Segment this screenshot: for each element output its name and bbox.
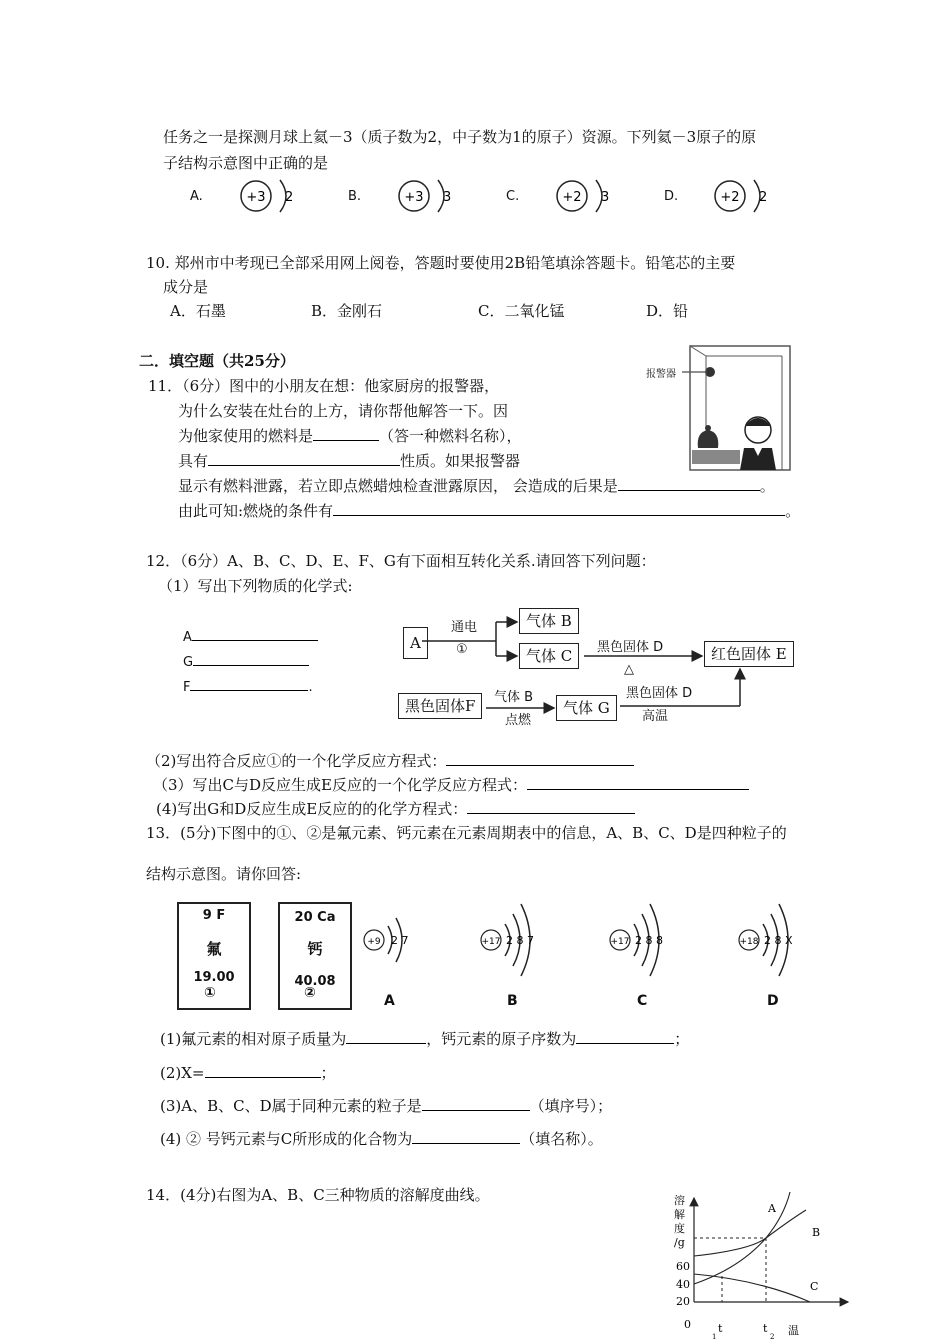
curve-label: C [810, 1280, 819, 1293]
q13-text: (1)氟元素的相对原子质量为 [160, 1030, 347, 1048]
option-label: A. [190, 189, 203, 204]
shell: 3 [443, 190, 452, 205]
q13-line1: 13．(5分)下图中的①、②是氟元素、钙元素在元素周期表中的信息，A、B、C、D是四种粒子的 [146, 824, 787, 842]
box-gas-b: 气体 B [519, 608, 579, 634]
answer-blank[interactable] [346, 1029, 426, 1044]
label-black-d1: 黑色固体 D [597, 640, 664, 655]
nucleus: +18 [739, 937, 759, 947]
q13-text: （填序号）； [529, 1097, 613, 1115]
box-a: A [403, 627, 428, 659]
option-label: C. [506, 189, 520, 204]
q12-text: （2)写出符合反应①的一个化学反应方程式： [146, 752, 447, 770]
answer-blank[interactable] [205, 1063, 321, 1078]
shells: 2 8 8 [635, 934, 663, 947]
curve-c [694, 1274, 810, 1302]
q13-text: ，钙元素的原子序数为 [426, 1030, 577, 1048]
box-gas-g: 气体 G [556, 695, 617, 721]
label-high-t: 高温 [642, 709, 669, 724]
q12-sub4 [156, 799, 635, 819]
particle-label-d: D [767, 993, 779, 1009]
nucleus: +9 [367, 937, 381, 947]
nucleus: +17 [481, 937, 501, 947]
cell-number-symbol: 9 F [202, 908, 226, 923]
q13-text: (3)A、B、C、D属于同种元素的粒子是 [160, 1097, 422, 1115]
particle-label-a: A [384, 993, 395, 1009]
q12-sub1: （1）写出下列物质的化学式: [158, 577, 353, 595]
answer-blank[interactable] [412, 1129, 520, 1144]
nucleus: +3 [246, 190, 266, 205]
shells: 2 7 [391, 934, 409, 947]
q11-text: 。 [759, 477, 775, 495]
xtick-sub: 1 [712, 1333, 717, 1341]
particle-diagram-a [362, 910, 422, 970]
xtick: t [763, 1322, 768, 1335]
answer-blank[interactable] [422, 1096, 530, 1111]
ylabel-char: 解 [674, 1208, 685, 1221]
particle-diagram-b [479, 900, 549, 980]
q13-text: (2)X= [160, 1064, 205, 1082]
xtick-sub: 2 [770, 1333, 775, 1341]
q11-line1: 11．（6分）图中的小朋友在想：他家厨房的报警器， [148, 377, 500, 395]
q9-line1: 任务之一是探测月球上氦－3（质子数为2，中子数为1的原子）资源。下列氦－3原子的原 [163, 128, 757, 146]
q11-text: 为他家使用的燃料是 [178, 427, 314, 445]
ytick: 20 [676, 1295, 690, 1308]
curve-label: B [812, 1226, 821, 1239]
q11-text: （答一种燃料名称）， [379, 427, 522, 445]
curve-label: A [768, 1202, 776, 1215]
box-gas-c: 气体 C [519, 643, 579, 669]
blank-label: F [183, 680, 191, 695]
shell: 2 [759, 190, 768, 205]
q12-sub2 [146, 751, 634, 771]
shells: 2 8 7 [506, 934, 534, 947]
cell-label-1: ① [204, 985, 216, 1001]
q10-option-b: B．金刚石 [311, 302, 383, 320]
shell: 2 [285, 190, 294, 205]
blank-label: G [183, 655, 194, 670]
q11-line2: 为什么安装在灶台的上方，请你帮他解答一下。因 [178, 402, 509, 420]
box-red-e: 红色固体 E [704, 641, 794, 667]
q10-option-a: A．石墨 [170, 302, 226, 320]
shells: 2 8 X [764, 934, 793, 947]
answer-blank[interactable] [527, 775, 749, 790]
nucleus: +17 [610, 937, 630, 947]
q9-line2: 子结构示意图中正确的是 [163, 154, 329, 172]
particle-label-b: B [507, 993, 518, 1009]
cell-label-2: ② [304, 985, 316, 1001]
alarm-label: 报警器 [646, 369, 676, 380]
q13-text: ； [320, 1064, 336, 1082]
q13-s2 [160, 1063, 336, 1083]
ylabel-char: /g [674, 1236, 685, 1249]
cell-name: 氟 [206, 940, 222, 958]
q13-s4 [160, 1129, 603, 1149]
q10-line1: 10. 郑州市中考现已全部采用网上阅卷，答题时要使用2B铅笔填涂答题卡。铅笔芯的主要 [146, 254, 736, 272]
cell-number-symbol: 20 Ca [294, 910, 336, 925]
cell-name: 钙 [307, 940, 323, 958]
q13-text: (4) ② 号钙元素与C所形成的化合物为 [160, 1130, 413, 1148]
q13-line2: 结构示意图。请你回答: [146, 865, 302, 883]
curve-b [694, 1210, 806, 1256]
xlabel: 温 [788, 1324, 799, 1337]
nucleus: +2 [562, 190, 582, 205]
cell-mass: 19.00 [193, 970, 235, 985]
label-black-d2: 黑色固体 D [626, 686, 693, 701]
q13-s3 [160, 1096, 612, 1116]
label-heat: △ [624, 662, 634, 677]
nucleus: +2 [720, 190, 740, 205]
answer-blank[interactable] [446, 751, 634, 766]
label-step1: ① [456, 642, 468, 657]
q10-option-c: C．二氧化锰 [478, 302, 565, 320]
ytick: 40 [676, 1278, 690, 1291]
answer-blank[interactable] [467, 799, 635, 814]
solubility-chart [660, 1190, 860, 1344]
label-gas-b2: 气体 B [494, 690, 534, 705]
box-black-f: 黑色固体F [398, 693, 482, 719]
q11-text: 由此可知:燃烧的条件有 [178, 502, 334, 520]
q11-text: 性质。如果报警器 [400, 452, 521, 470]
q13-text: ； [674, 1030, 690, 1048]
nucleus: +3 [404, 190, 424, 205]
label-elec: 通电 [451, 620, 478, 635]
blank-label: A [183, 630, 192, 645]
section-heading: 二．填空题（共25分） [139, 352, 295, 370]
xtick: t [718, 1322, 723, 1335]
ytick: 60 [676, 1260, 690, 1273]
q12-text: （3）写出C与D反应生成E反应的一个化学反应方程式： [153, 776, 527, 794]
shell: 3 [601, 190, 610, 205]
particle-diagram-c [608, 900, 678, 980]
q13-s1 [160, 1029, 689, 1049]
particle-label-c: C [637, 993, 648, 1009]
q10-option-d: D．铅 [646, 302, 689, 320]
ylabel-char: 溶 [674, 1194, 685, 1207]
option-label: D. [664, 189, 679, 204]
q12-sub3 [153, 775, 749, 795]
blank-end: . [308, 680, 313, 695]
answer-blank[interactable] [576, 1029, 674, 1044]
label-ignite: 点燃 [505, 713, 532, 728]
q12-line1: 12．（6分）A、B、C、D、E、F、G有下面相互转化关系.请回答下列问题： [146, 552, 656, 570]
origin-label: 0 [684, 1318, 691, 1331]
q11-text: 。 [785, 502, 801, 520]
particle-diagram-d [737, 900, 807, 980]
q14-line1: 14．(4分)右图为A、B、C三种物质的溶解度曲线。 [146, 1186, 490, 1204]
ylabel-char: 度 [674, 1222, 685, 1235]
q13-text: （填名称）。 [520, 1130, 603, 1148]
cell-mass: 40.08 [294, 974, 336, 989]
q11-text: 显示有燃料泄露，若立即点燃蜡烛检查泄露原因， 会造成的后果是 [178, 477, 618, 495]
q12-text: (4)写出G和D反应生成E反应的的化学方程式： [156, 800, 468, 818]
q11-text: 具有 [178, 452, 209, 470]
q10-line2: 成分是 [163, 278, 209, 296]
option-label: B. [348, 189, 362, 204]
